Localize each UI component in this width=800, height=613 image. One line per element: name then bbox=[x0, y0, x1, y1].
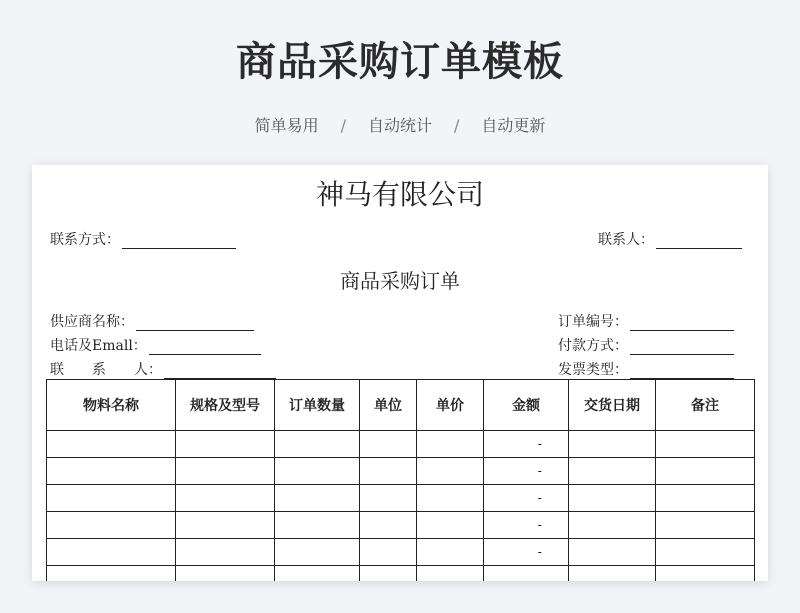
table-cell[interactable] bbox=[275, 485, 360, 512]
table-cell[interactable] bbox=[569, 539, 656, 566]
contact-method-field bbox=[50, 229, 236, 249]
table-cell[interactable] bbox=[47, 431, 176, 458]
contact-method-label: 联系方式： bbox=[50, 232, 120, 248]
table-cell[interactable] bbox=[47, 566, 176, 582]
header-unit: 单位 bbox=[360, 380, 417, 431]
tag-easy: 简单易用 bbox=[254, 116, 319, 135]
payment-method-label: 付款方式： bbox=[558, 338, 628, 354]
table-cell[interactable] bbox=[176, 431, 275, 458]
table-cell[interactable] bbox=[176, 485, 275, 512]
table-cell[interactable] bbox=[47, 458, 176, 485]
table-cell[interactable] bbox=[360, 539, 417, 566]
table-header-row bbox=[47, 380, 755, 431]
header-amount: 金额 bbox=[484, 380, 569, 431]
table-cell[interactable] bbox=[484, 566, 569, 582]
tag-separator: / bbox=[340, 116, 346, 135]
table-cell[interactable] bbox=[360, 566, 417, 582]
header-item-name: 物料名称 bbox=[47, 380, 176, 431]
contact-person-label: 联系人： bbox=[598, 232, 654, 248]
tag-separator: / bbox=[454, 116, 460, 135]
table-cell[interactable] bbox=[275, 512, 360, 539]
tag-auto-stats: 自动统计 bbox=[367, 116, 432, 135]
supplier-name-input[interactable] bbox=[136, 316, 254, 331]
contact-label: 联 系 人： bbox=[50, 362, 162, 378]
table-cell[interactable] bbox=[569, 566, 656, 582]
table-cell[interactable] bbox=[275, 566, 360, 582]
amount-cell: - bbox=[484, 539, 569, 566]
table-cell[interactable] bbox=[176, 458, 275, 485]
table-cell[interactable] bbox=[417, 485, 484, 512]
table-cell[interactable] bbox=[417, 458, 484, 485]
table-cell[interactable] bbox=[275, 539, 360, 566]
table-row bbox=[47, 512, 755, 539]
invoice-type-input[interactable] bbox=[630, 364, 734, 379]
table-cell[interactable] bbox=[360, 458, 417, 485]
supplier-name-field bbox=[50, 311, 254, 331]
table-cell[interactable] bbox=[176, 539, 275, 566]
header-delivery-date: 交货日期 bbox=[569, 380, 656, 431]
order-number-label: 订单编号： bbox=[558, 314, 628, 330]
tag-auto-update: 自动更新 bbox=[481, 116, 546, 135]
contact-input[interactable] bbox=[164, 364, 276, 379]
amount-cell: - bbox=[484, 485, 569, 512]
table-cell[interactable] bbox=[656, 566, 755, 582]
table-cell[interactable] bbox=[417, 431, 484, 458]
table-cell[interactable] bbox=[360, 431, 417, 458]
table-row bbox=[47, 539, 755, 566]
table-cell[interactable] bbox=[569, 512, 656, 539]
table-cell[interactable] bbox=[47, 539, 176, 566]
table-cell[interactable] bbox=[569, 458, 656, 485]
invoice-type-label: 发票类型： bbox=[558, 362, 628, 378]
hero-title: 商品采购订单模板 bbox=[236, 39, 564, 85]
table-row bbox=[47, 458, 755, 485]
phone-email-input[interactable] bbox=[149, 340, 261, 355]
header-spec-model: 规格及型号 bbox=[176, 380, 275, 431]
order-number-input[interactable] bbox=[630, 316, 734, 331]
invoice-type-field bbox=[558, 359, 734, 379]
amount-cell: - bbox=[484, 512, 569, 539]
table-cell[interactable] bbox=[569, 431, 656, 458]
table-row bbox=[47, 485, 755, 512]
amount-cell: - bbox=[484, 458, 569, 485]
hero-tags bbox=[0, 113, 800, 136]
table-cell[interactable] bbox=[360, 485, 417, 512]
contact-person-field bbox=[598, 229, 742, 249]
table-cell[interactable] bbox=[417, 512, 484, 539]
header-unit-price: 单价 bbox=[417, 380, 484, 431]
table-cell[interactable] bbox=[656, 512, 755, 539]
payment-method-field bbox=[558, 335, 734, 355]
contact-method-input[interactable] bbox=[122, 234, 236, 249]
supplier-name-label: 供应商名称： bbox=[50, 314, 134, 330]
table-cell[interactable] bbox=[656, 539, 755, 566]
amount-cell: - bbox=[484, 431, 569, 458]
table-cell[interactable] bbox=[176, 512, 275, 539]
table-cell[interactable] bbox=[656, 458, 755, 485]
header-order-qty: 订单数量 bbox=[275, 380, 360, 431]
order-number-field bbox=[558, 311, 734, 331]
table-cell[interactable] bbox=[656, 485, 755, 512]
contact-person-input[interactable] bbox=[656, 234, 742, 249]
table-cell[interactable] bbox=[417, 539, 484, 566]
order-sheet bbox=[32, 165, 768, 581]
table-row bbox=[47, 566, 755, 582]
table-cell[interactable] bbox=[47, 485, 176, 512]
table-cell[interactable] bbox=[47, 512, 176, 539]
table-row bbox=[47, 431, 755, 458]
phone-email-field bbox=[50, 335, 261, 355]
table-cell[interactable] bbox=[176, 566, 275, 582]
payment-method-input[interactable] bbox=[630, 340, 734, 355]
table-cell[interactable] bbox=[417, 566, 484, 582]
phone-email-label: 电话及Emall： bbox=[50, 338, 147, 354]
table-cell[interactable] bbox=[275, 431, 360, 458]
table-cell[interactable] bbox=[360, 512, 417, 539]
table-cell[interactable] bbox=[656, 431, 755, 458]
table-cell[interactable] bbox=[569, 485, 656, 512]
form-title: 商品采购订单 bbox=[340, 269, 460, 293]
header-remarks: 备注 bbox=[656, 380, 755, 431]
items-table bbox=[46, 379, 755, 581]
contact-field bbox=[50, 359, 276, 379]
company-name: 神马有限公司 bbox=[315, 178, 484, 211]
table-cell[interactable] bbox=[275, 458, 360, 485]
